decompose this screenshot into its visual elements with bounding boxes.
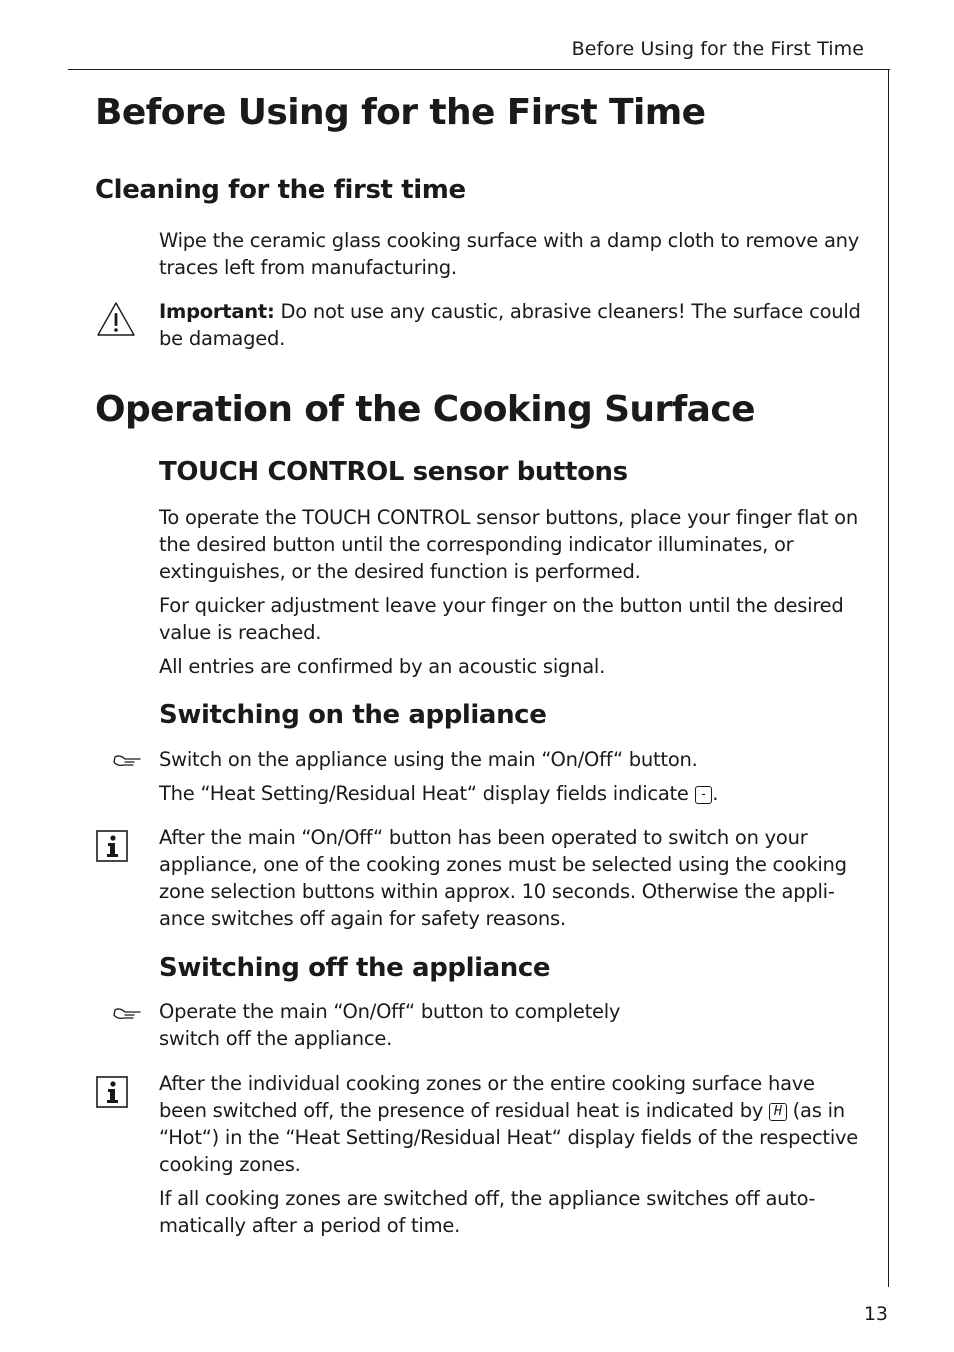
running-header: Before Using for the First Time <box>571 38 864 60</box>
pointing-hand-icon <box>112 751 142 769</box>
warning-label: Important: <box>159 300 275 323</box>
section-title-first-use: Before Using for the First Time <box>95 92 706 133</box>
switch-on-result-text: The “Heat Setting/Residual Heat“ display fields indicate <box>159 782 695 805</box>
display-dash-symbol: - <box>695 786 713 804</box>
switch-on-result-end: . <box>712 782 719 805</box>
residual-heat-info <box>159 1070 864 1178</box>
switch-off-step-line-1: Operate the main “On/Off“ button to completely <box>159 1000 621 1023</box>
header-rule <box>68 69 890 70</box>
switch-on-info: After the main “On/Off“ button has been operated to switch on your appliance, one of the cooking zones must be selected using the cooking zone selection buttons within approx. 10 seconds. Otherwise the appliance switches off again for safety reasons. <box>159 826 847 930</box>
margin-rule <box>888 69 889 1287</box>
heading-cleaning: Cleaning for the first time <box>95 175 466 205</box>
residual-heat-text-end: (as in “Hot“) in the “Heat Setting/Residual Heat“ display fields of the respective cooking zones. <box>159 1099 859 1176</box>
page-number: 13 <box>863 1303 888 1325</box>
cleaning-text: Wipe the ceramic glass cooking surface with a damp cloth to remove any traces left from manufacturing. <box>159 229 860 279</box>
touch-paragraph-3: All entries are confirmed by an acoustic signal. <box>159 655 606 678</box>
pointing-hand-icon <box>112 1004 142 1022</box>
residual-heat-text: After the individual cooking zones or the entire cooking surface have been switched off, the presence of residual heat is indicated by <box>159 1072 815 1122</box>
switch-off-step-line-2: switch off the appliance. <box>159 1027 393 1050</box>
touch-paragraph-2: For quicker adjustment leave your finger on the button until the desired value is reached. <box>159 594 844 644</box>
switch-on-step: Switch on the appliance using the main “On/Off“ button. <box>159 748 698 771</box>
heading-touch-control: TOUCH CONTROL sensor buttons <box>159 457 628 487</box>
warning-triangle-icon <box>95 300 137 338</box>
heading-switch-on: Switching on the appliance <box>159 700 547 730</box>
auto-off-text: If all cooking zones are switched off, the appliance switches off automatically after a period of time. <box>159 1187 816 1237</box>
info-box-icon <box>96 830 128 862</box>
info-box-icon <box>96 1076 128 1108</box>
warning-text <box>159 298 864 352</box>
heading-switch-off: Switching off the appliance <box>159 953 551 983</box>
switch-off-step <box>159 998 864 1052</box>
display-h-symbol: H <box>769 1103 787 1121</box>
warning-body: Do not use any caustic, abrasive cleaners! The surface could be damaged. <box>159 300 861 350</box>
touch-paragraph-1: To operate the TOUCH CONTROL sensor buttons, place your finger flat on the desired button until the corresponding indicator illuminates, or extinguishes, or the desired function is performed. <box>159 506 858 583</box>
section-title-operation: Operation of the Cooking Surface <box>95 389 755 430</box>
switch-on-result <box>159 780 864 807</box>
